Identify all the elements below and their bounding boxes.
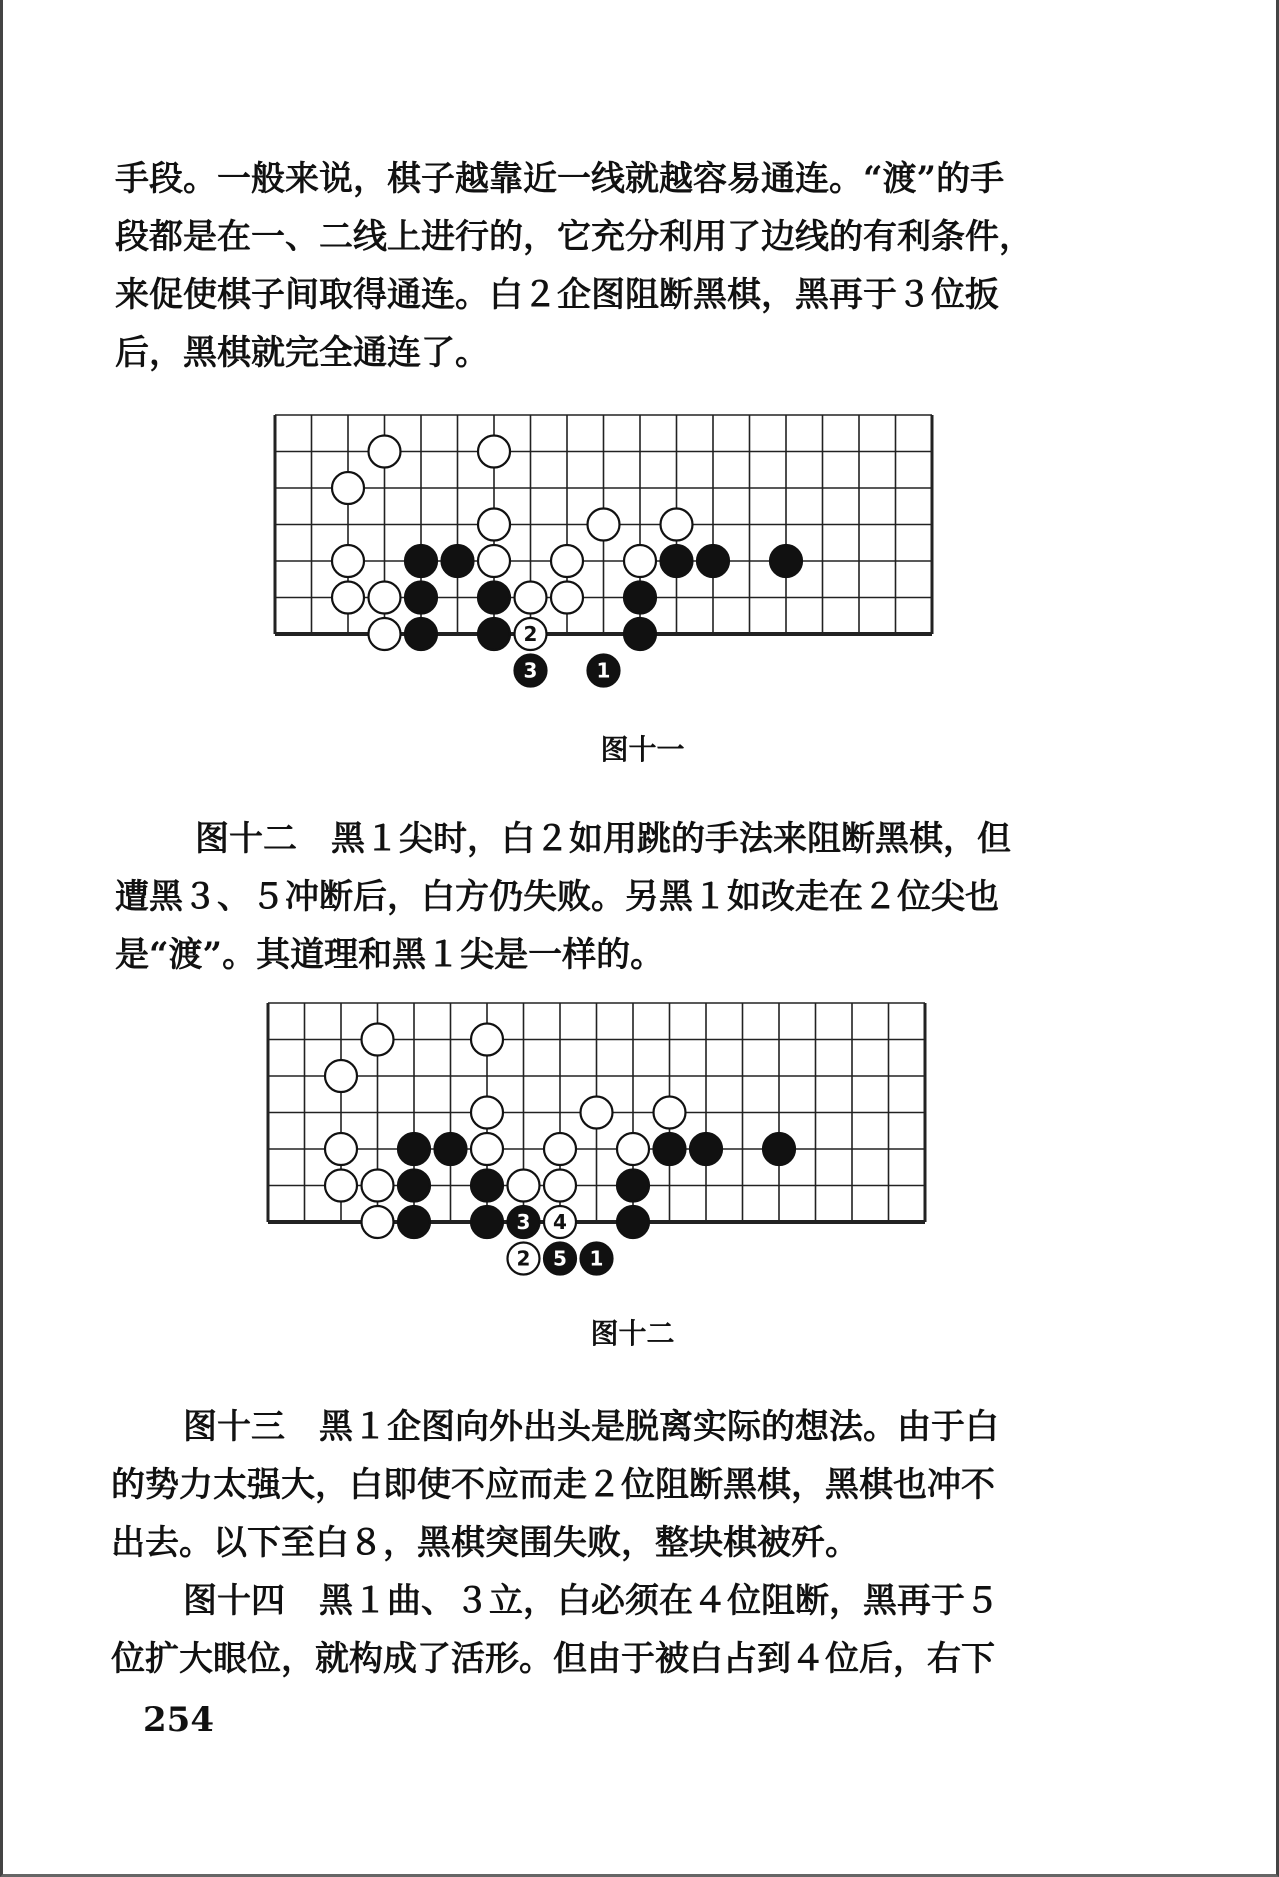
black-stone bbox=[770, 545, 802, 577]
white-stone bbox=[362, 1206, 394, 1238]
black-stone bbox=[654, 1133, 686, 1165]
black-stone bbox=[617, 1170, 649, 1202]
black-stone bbox=[398, 1170, 430, 1202]
white-stone bbox=[624, 545, 656, 577]
white-stone bbox=[478, 545, 510, 577]
paragraph-4 bbox=[111, 1572, 1111, 1688]
text-line: 位扩大眼位，就构成了活形。但由于被白占到４位后，右下 bbox=[111, 1639, 995, 1679]
white-stone bbox=[369, 436, 401, 468]
black-stone bbox=[398, 1206, 430, 1238]
stone-number-label: 3 bbox=[523, 658, 538, 683]
white-stone bbox=[515, 582, 547, 614]
go-diagram-fig12 bbox=[258, 998, 938, 1298]
stone-number-label: 5 bbox=[553, 1246, 567, 1271]
figure-caption-12: 图十二 bbox=[590, 1317, 675, 1350]
text-line: 后，黑棋就完全通连了。 bbox=[115, 333, 489, 373]
white-stone bbox=[478, 436, 510, 468]
white-stone bbox=[661, 509, 693, 541]
text-line: 来促使棋子间取得通连。白２企图阻断黑棋，黑再于３位扳 bbox=[115, 275, 999, 315]
black-stone bbox=[478, 582, 510, 614]
stone-number-label: 1 bbox=[596, 658, 611, 683]
black-stone bbox=[398, 1133, 430, 1165]
white-stone bbox=[588, 509, 620, 541]
white-stone bbox=[325, 1060, 357, 1092]
white-stone bbox=[551, 545, 583, 577]
black-stone bbox=[690, 1133, 722, 1165]
text-line: 的势力太强大，白即使不应而走２位阻断黑棋，黑棋也冲不 bbox=[111, 1465, 995, 1505]
white-stone bbox=[369, 582, 401, 614]
white-stone bbox=[581, 1097, 613, 1129]
black-stone bbox=[478, 618, 510, 650]
white-stone bbox=[325, 1170, 357, 1202]
stone-number-label: 1 bbox=[589, 1246, 604, 1271]
white-stone bbox=[544, 1133, 576, 1165]
text-line: 手段。一般来说，棋子越靠近一线就越容易通连。“渡”的手 bbox=[115, 159, 1005, 199]
black-stone bbox=[405, 545, 437, 577]
text-line: 遭黑３、５冲断后，白方仍失败。另黑１如改走在２位尖也 bbox=[115, 877, 999, 917]
text-line: 出去。以下至白８，黑棋突围失败，整块棋被歼。 bbox=[111, 1523, 859, 1563]
black-stone bbox=[763, 1133, 795, 1165]
text-line: 图十四 黑１曲、３立，白必须在４位阻断，黑再于５ bbox=[183, 1581, 999, 1621]
black-stone bbox=[661, 545, 693, 577]
paragraph-3 bbox=[111, 1398, 1111, 1572]
white-stone bbox=[362, 1024, 394, 1056]
stone-number-label: 4 bbox=[553, 1210, 567, 1234]
text-line: 图十三 黑１企图向外出头是脱离实际的想法。由于白 bbox=[183, 1407, 999, 1447]
white-stone bbox=[332, 582, 364, 614]
paragraph-2 bbox=[115, 810, 1115, 984]
page-number: 254 bbox=[143, 1700, 214, 1740]
black-stone bbox=[471, 1170, 503, 1202]
white-stone bbox=[654, 1097, 686, 1129]
text-line: 图十二 黑１尖时，白２如用跳的手法来阻断黑棋，但 bbox=[195, 819, 1011, 859]
stone-number-label: 2 bbox=[516, 1246, 531, 1271]
black-stone bbox=[697, 545, 729, 577]
figure-caption-11: 图十一 bbox=[600, 733, 685, 766]
white-stone bbox=[551, 582, 583, 614]
go-diagram-fig11 bbox=[265, 410, 945, 710]
black-stone bbox=[624, 582, 656, 614]
white-stone bbox=[471, 1024, 503, 1056]
white-stone bbox=[471, 1097, 503, 1129]
black-stone bbox=[435, 1133, 467, 1165]
stone-number-label: 2 bbox=[523, 622, 538, 646]
black-stone bbox=[471, 1206, 503, 1238]
text-line: 是“渡”。其道理和黑１尖是一样的。 bbox=[115, 935, 665, 975]
white-stone bbox=[617, 1133, 649, 1165]
white-stone bbox=[332, 472, 364, 504]
text-line: 段都是在一、二线上进行的，它充分利用了边线的有利条件， bbox=[115, 217, 1033, 257]
white-stone bbox=[332, 545, 364, 577]
white-stone bbox=[325, 1133, 357, 1165]
white-stone bbox=[544, 1170, 576, 1202]
white-stone bbox=[471, 1133, 503, 1165]
white-stone bbox=[508, 1170, 540, 1202]
stone-number-label: 3 bbox=[516, 1210, 531, 1234]
black-stone bbox=[442, 545, 474, 577]
white-stone bbox=[362, 1170, 394, 1202]
black-stone bbox=[617, 1206, 649, 1238]
black-stone bbox=[405, 618, 437, 650]
white-stone bbox=[369, 618, 401, 650]
white-stone bbox=[478, 509, 510, 541]
black-stone bbox=[624, 618, 656, 650]
black-stone bbox=[405, 582, 437, 614]
paragraph-1 bbox=[115, 150, 1115, 382]
